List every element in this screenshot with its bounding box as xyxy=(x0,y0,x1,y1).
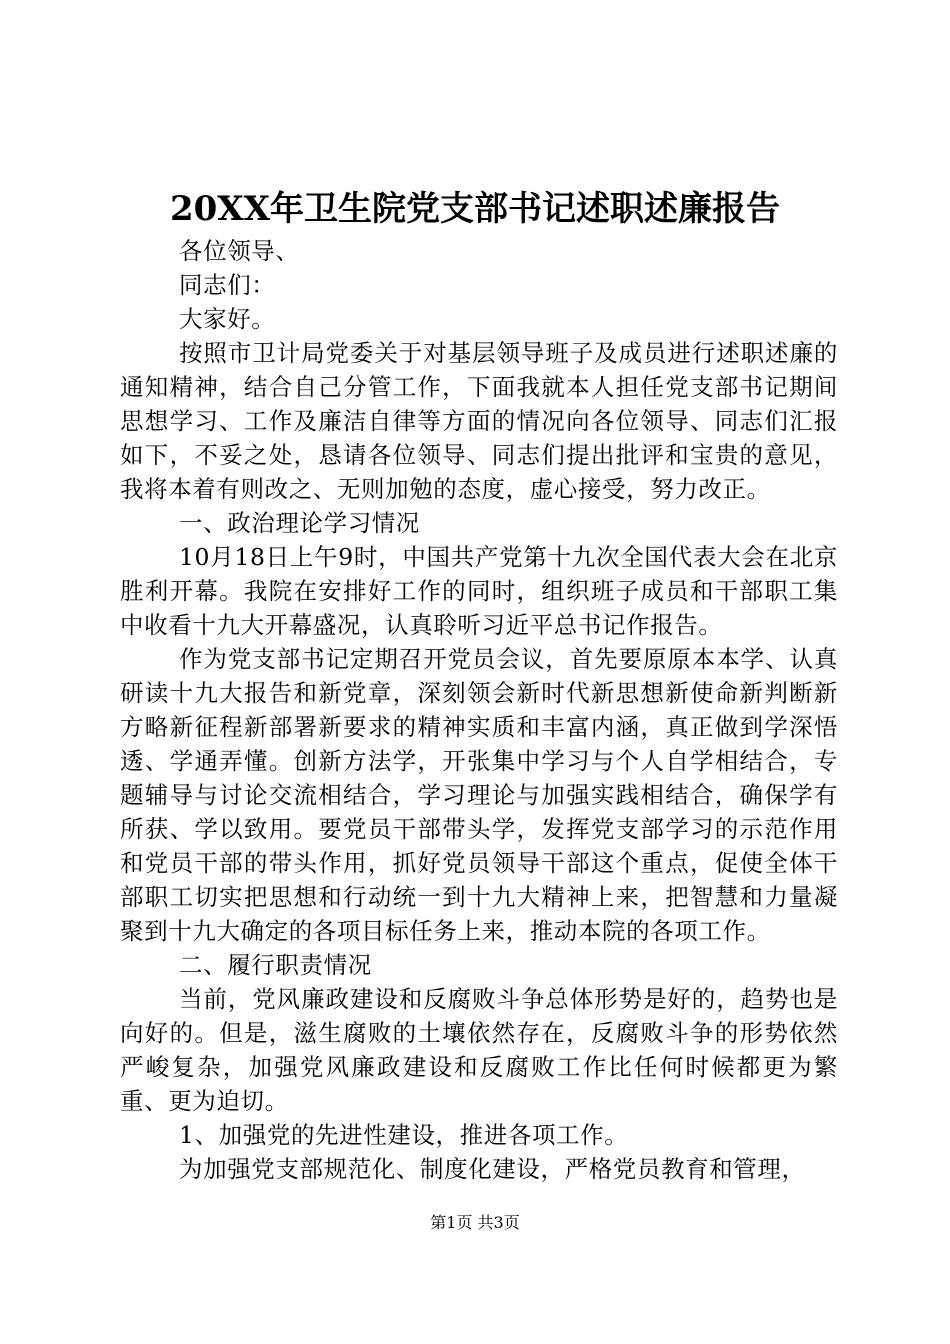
document-title: 20XX年卫生院党支部书记述职述廉报告 xyxy=(169,189,781,229)
salutation-line-2: 同志们： xyxy=(179,271,276,299)
document-body xyxy=(120,234,838,1186)
page-footer: 第1页 共3页 xyxy=(430,1213,520,1232)
intro-paragraph: 按照市卫计局党委关于对基层领导班子及成员进行述职述廉的通知精神，结合自己分管工作，下面我就本人担任党支部书记期间思想学习、工作及廉洁自律等方面的情况向各位领导、同志们汇报如下，不妥之处，恳请各位领导、同志们提出批评和宝贵的意见，我将本着有则改之、无则加勉的态度，虚心接受，努力改正。 xyxy=(120,339,838,503)
body-paragraph: 作为党支部书记定期召开党员会议，首先要原原本本学、认真研读十九大报告和新党章，深刻领会新时代新思想新使命新判断新方略新征程新部署新要求的精神实质和丰富内涵，真正做到学深悟透、学通弄懂。创新方法学，开张集中学习与个人自学相结合，专题辅导与讨论交流相结合，学习理论与加强实践相结合，确保学有所获、学以致用。要党员干部带头学，发挥党支部学习的示范作用和党员干部的带头作用，抓好党员领导干部这个重点，促使全体干部职工切实把思想和行动统一到十九大精神上来，把智慧和力量凝聚到十九大确定的各项目标任务上来，推动本院的各项工作。 xyxy=(120,645,838,945)
section-heading-2: 二、履行职责情况 xyxy=(179,951,372,979)
subsection-heading-1: 1、加强党的先进性建设，推进各项工作。 xyxy=(179,1121,629,1149)
greeting-line: 大家好。 xyxy=(179,305,276,333)
section-heading-1: 一、政治理论学习情况 xyxy=(179,509,420,537)
body-paragraph: 当前，党风廉政建设和反腐败斗争总体形势是好的，趋势也是向好的。但是，滋生腐败的土壤依然存在，反腐败斗争的形势依然严峻复杂，加强党风廉政建设和反腐败工作比任何时候都更为繁重、更为迫切。 xyxy=(120,985,838,1115)
body-paragraph: 10月18日上午9时，中国共产党第十九次全国代表大会在北京胜利开幕。我院在安排好工作的同时，组织班子成员和干部职工集中收看十九大开幕盛况，认真聆听习近平总书记作报告。 xyxy=(120,543,838,639)
body-paragraph: 为加强党支部规范化、制度化建设，严格党员教育和管理， xyxy=(179,1155,806,1183)
salutation-line-1: 各位领导、 xyxy=(179,237,300,265)
